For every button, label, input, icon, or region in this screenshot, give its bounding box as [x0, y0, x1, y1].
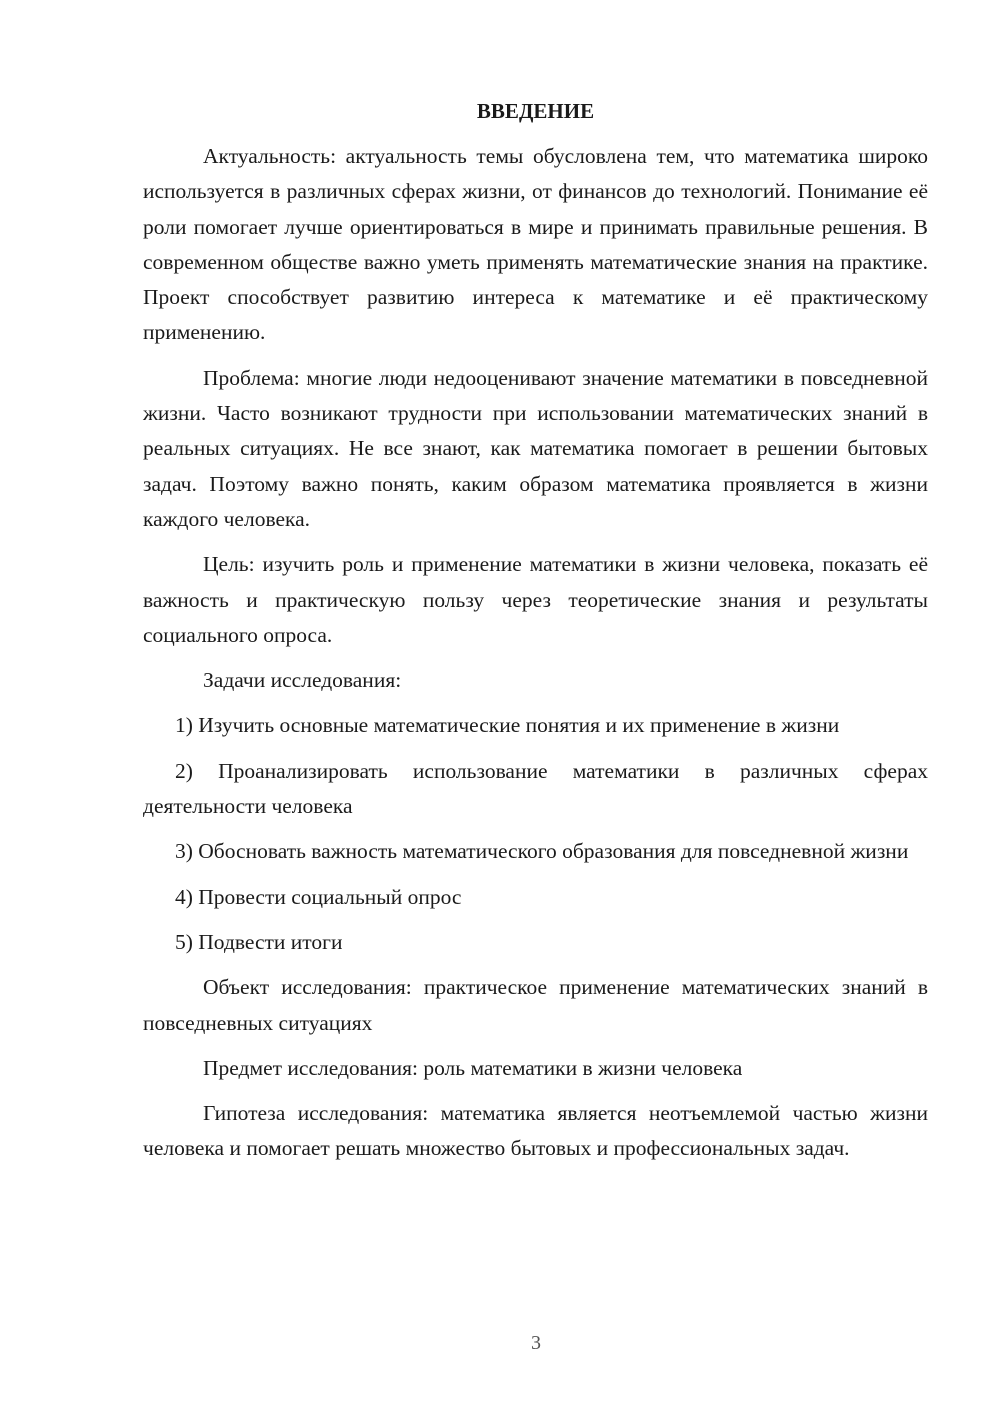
- task-item-4: 4) Провести социальный опрос: [175, 884, 462, 909]
- document-body: [143, 94, 928, 1167]
- goal-paragraph: Цель: изучить роль и применение математики в жизни человека, показать её важность и практическую пользу через теоретические знания и результаты социального опроса.: [143, 552, 928, 647]
- task-item-2: 2) Проанализировать использование математики в различных сферах деятельности человека: [143, 758, 928, 819]
- page-title: ВВЕДЕНИЕ: [476, 99, 595, 123]
- task-item-3: 3) Обосновать важность математического образования для повседневной жизни: [175, 839, 909, 864]
- page-number: 3: [531, 1332, 541, 1354]
- hypothesis-paragraph: Гипотеза исследования: математика является неотъемлемой частью жизни человека и помогает решать множество бытовых и профессиональных задач.: [143, 1101, 928, 1161]
- task-item-1: 1) Изучить основные математические понятия и их применение в жизни: [175, 713, 840, 738]
- subject-paragraph: Предмет исследования: роль математики в жизни человека: [203, 1055, 743, 1080]
- tasks-heading: Задачи исследования:: [203, 668, 402, 693]
- relevance-paragraph: Актуальность: актуальность темы обусловлена тем, что математика широко используется в различных сферах жизни, от финансов до технологий. Понимание её роли помогает лучше ориентироваться в мире и принимать правильные решения. В современном обществе важно уметь применять математические знания на практике. Проект способствует развитию интереса к математике и её практическому применению.: [143, 144, 928, 345]
- task-item-5: 5) Подвести итоги: [175, 929, 343, 954]
- object-paragraph: Объект исследования: практическое применение математических знаний в повседневных ситуациях: [143, 975, 928, 1035]
- problem-paragraph: Проблема: многие люди недооценивают значение математики в повседневной жизни. Часто возникают трудности при использовании математических знаний в реальных ситуациях. Не все знают, как математика помогает в решении бытовых задач. Поэтому важно понять, каким образом математика проявляется в жизни каждого человека.: [143, 365, 928, 531]
